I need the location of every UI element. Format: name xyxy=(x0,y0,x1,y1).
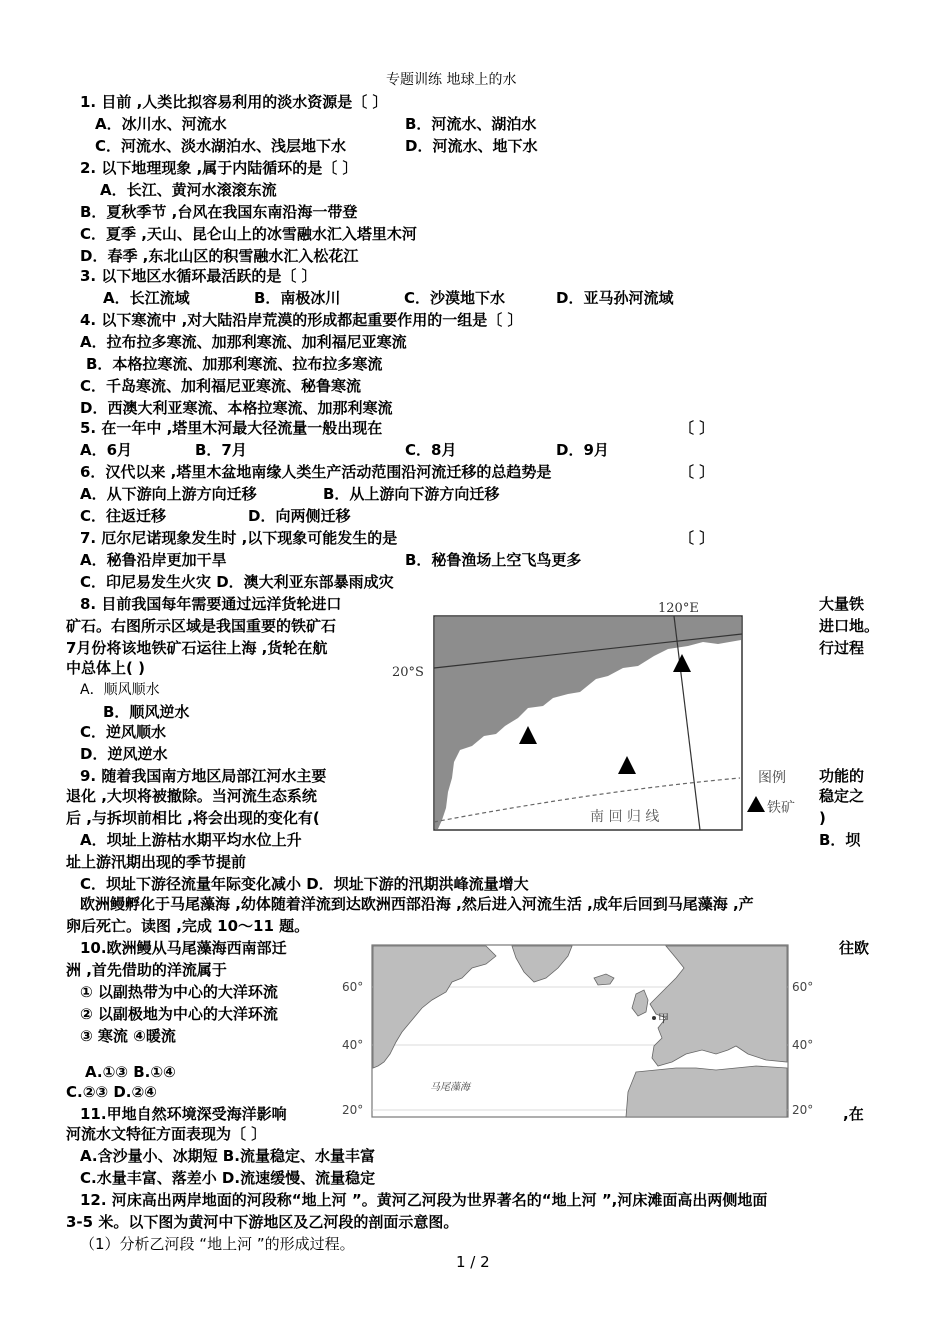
page-number: 1 / 2 xyxy=(456,1253,490,1271)
q11-stem-1-right: ,在 xyxy=(843,1105,864,1123)
q8-stem-3: 7月份将该地铁矿石运往上海 ,货轮在航 xyxy=(66,639,328,657)
q4-option-b: B．本格拉寒流、加那利寒流、拉布拉多寒流 xyxy=(86,355,383,373)
q6-option-d: D．向两侧迁移 xyxy=(248,507,351,525)
q10-stem-2: 洲 ,首先借助的洋流属于 xyxy=(66,961,227,979)
map2-lat-20-right: 20° xyxy=(792,1103,814,1117)
q8-option-d: D．逆风逆水 xyxy=(80,745,168,763)
q5-option-b: B．7月 xyxy=(195,441,247,459)
map1-tropic-label: 南 回 归 线 xyxy=(590,809,660,825)
q8-stem-1: 8. 目前我国每年需要通过远洋货轮进口 xyxy=(80,595,342,613)
map2-sea-label: 马尾藻海 xyxy=(430,1082,470,1093)
q3-option-d: D．亚马孙河流域 xyxy=(556,289,674,307)
q10-option-cd: C.②③ D.②④ xyxy=(66,1083,157,1101)
q8-option-b: B．顺风逆水 xyxy=(103,703,190,721)
q7-answer-paren: 〔 〕 xyxy=(679,529,715,547)
q12-subquestion-1: （1）分析乙河段 “地上河 ”的形成过程。 xyxy=(80,1235,355,1253)
q7-stem: 7. 厄尔尼诺现象发生时 ,以下现象可能发生的是 xyxy=(80,529,398,547)
map2-lat-40-right: 40° xyxy=(792,1038,814,1052)
legend-iron-ore-symbol xyxy=(747,796,765,812)
q8-stem-2: 矿石。右图所示区域是我国重要的铁矿石 xyxy=(66,617,337,635)
q10-11-intro-1: 欧洲鳗孵化于马尾藻海 ,幼体随着洋流到达欧洲西部沿海 ,然后进入河流生活 ,成年后回到马尾藻海 ,产 xyxy=(80,895,754,913)
q8-stem-2-right: 进口地。 xyxy=(819,617,880,635)
q11-stem-1: 11.甲地自然环境深受海洋影响 xyxy=(80,1105,287,1123)
map1-lat-label: 20°S xyxy=(392,665,424,680)
q8-stem-4: 中总体上( ) xyxy=(66,659,145,677)
q3-stem: 3. 以下地区水循环最活跃的是〔 〕 xyxy=(80,267,317,285)
q6-stem: 6．汉代以来 ,塔里木盆地南缘人类生产活动范围沿河流迁移的总趋势是 xyxy=(80,463,552,481)
q3-option-b: B．南极冰川 xyxy=(254,289,341,307)
q9-option-a: A．坝址上游枯水期平均水位上升 xyxy=(80,831,302,849)
q9-stem-3: 后 ,与拆坝前相比 ,将会出现的变化有( xyxy=(66,809,320,827)
q5-stem: 5. 在一年中 ,塔里木河最大径流量一般出现在 xyxy=(80,419,383,437)
q5-option-d: D．9月 xyxy=(556,441,609,459)
q9-stem-1: 9. 随着我国南方地区局部江河水主要 xyxy=(80,767,327,785)
map2-place-jia-marker xyxy=(652,1016,656,1020)
q8-option-a: A．顺风顺水 xyxy=(80,682,160,698)
q9-stem-2-right: 稳定之 xyxy=(819,787,865,805)
q4-stem: 4. 以下寒流中 ,对大陆沿岸荒漠的形成都起重要作用的一组是〔 〕 xyxy=(80,311,523,329)
map1-legend-item: 铁矿 xyxy=(767,800,795,816)
q4-option-a: A．拉布拉多寒流、加那利寒流、加利福尼亚寒流 xyxy=(80,333,407,351)
q6-option-b: B．从上游向下游方向迁移 xyxy=(323,485,500,503)
q8-stem-1-right: 大量铁 xyxy=(819,595,865,613)
q11-option-cd: C.水量丰富、落差小 D.流速缓慢、流量稳定 xyxy=(80,1169,376,1187)
q10-option-ab: A.①③ B.①④ xyxy=(85,1063,176,1081)
q9-stem-1-right: 功能的 xyxy=(819,767,865,785)
q9-stem-3-right: ) xyxy=(819,809,826,827)
map2-lat-60-right: 60° xyxy=(792,980,814,994)
q9-option-cd: C．坝址下游径流量年际变化减小 D．坝址下游的汛期洪峰流量增大 xyxy=(80,875,529,893)
q6-option-a: A．从下游向上游方向迁移 xyxy=(80,485,257,503)
q9-option-b-start: B．坝 xyxy=(819,831,861,849)
q1-option-a: A．冰川水、河流水 xyxy=(95,115,227,133)
q10-item-2: ② 以副极地为中心的大洋环流 xyxy=(80,1005,278,1023)
q1-option-c: C．河流水、淡水湖泊水、浅层地下水 xyxy=(95,137,347,155)
q5-option-c: C．8月 xyxy=(405,441,457,459)
q9-option-b-end: 址上游汛期出现的季节提前 xyxy=(66,853,247,871)
q8-option-c: C．逆风顺水 xyxy=(80,723,167,741)
q2-option-a: A．长江、黄河水滚滚东流 xyxy=(100,181,277,199)
q2-option-d: D．春季 ,东北山区的积雪融水汇入松花江 xyxy=(80,247,359,265)
q5-option-a: A．6月 xyxy=(80,441,133,459)
q6-option-c: C．往返迁移 xyxy=(80,507,167,525)
iron-ore-map xyxy=(368,596,818,836)
q2-option-c: C．夏季 ,天山、昆仑山上的冰雪融水汇入塔里木河 xyxy=(80,225,417,243)
q6-answer-paren: 〔 〕 xyxy=(679,463,715,481)
q1-option-d: D．河流水、地下水 xyxy=(405,137,538,155)
map2-lat-40-left: 40° xyxy=(342,1038,364,1052)
q11-stem-2: 河流水文特征方面表现为〔 〕 xyxy=(66,1125,267,1143)
map2-place-jia: 甲 xyxy=(658,1012,669,1025)
q1-stem: 1. 目前 ,人类比拟容易利用的淡水资源是〔 〕 xyxy=(80,93,388,111)
q2-option-b: B．夏秋季节 ,台风在我国东南沿海一带登 xyxy=(80,203,358,221)
q8-stem-3-right: 行过程 xyxy=(819,639,865,657)
q7-option-cd: C．印尼易发生火灾 D．澳大利亚东部暴雨成灾 xyxy=(80,573,394,591)
q10-item-1: ① 以副热带为中心的大洋环流 xyxy=(80,983,278,1001)
q7-option-b: B．秘鲁渔场上空飞鸟更多 xyxy=(405,551,582,569)
q10-11-intro-2: 卵后死亡。读图 ,完成 10～11 题。 xyxy=(66,917,310,935)
q12-stem-2: 3-5 米。以下图为黄河中下游地区及乙河段的剖面示意图。 xyxy=(66,1213,459,1231)
q10-stem-1: 10.欧洲鳗从马尾藻海西南部迁 xyxy=(80,939,287,957)
q9-stem-2: 退化 ,大坝将被撤除。当河流生态系统 xyxy=(66,787,317,805)
map2-africa xyxy=(626,1066,787,1117)
q7-option-a: A．秘鲁沿岸更加干旱 xyxy=(80,551,227,569)
map1-lon-label: 120°E xyxy=(658,601,699,616)
q4-option-d: D．西澳大利亚寒流、本格拉寒流、加那利寒流 xyxy=(80,399,393,417)
q1-option-b: B．河流水、湖泊水 xyxy=(405,115,537,133)
q10-item-34: ③ 寒流 ④暖流 xyxy=(80,1027,176,1045)
q10-stem-1-right: 往欧 xyxy=(839,939,870,957)
north-atlantic-map xyxy=(336,942,824,1122)
q2-stem: 2. 以下地理现象 ,属于内陆循环的是〔 〕 xyxy=(80,159,358,177)
q12-stem-1: 12. 河床高出两岸地面的河段称“地上河 ”。黄河乙河段为世界著名的“地上河 ”,河床滩面高出两侧地面 xyxy=(80,1191,768,1209)
q11-option-ab: A.含沙量小、冰期短 B.流量稳定、水量丰富 xyxy=(80,1147,375,1165)
q3-option-c: C．沙漠地下水 xyxy=(404,289,506,307)
page-title: 专题训练 地球上的水 xyxy=(386,72,517,88)
map1-legend-title: 图例 xyxy=(758,770,786,786)
map2-lat-20-left: 20° xyxy=(342,1103,364,1117)
q4-option-c: C．千岛寒流、加利福尼亚寒流、秘鲁寒流 xyxy=(80,377,362,395)
q5-answer-paren: 〔 〕 xyxy=(679,419,715,437)
map2-lat-60-left: 60° xyxy=(342,980,364,994)
q3-option-a: A．长江流域 xyxy=(103,289,190,307)
